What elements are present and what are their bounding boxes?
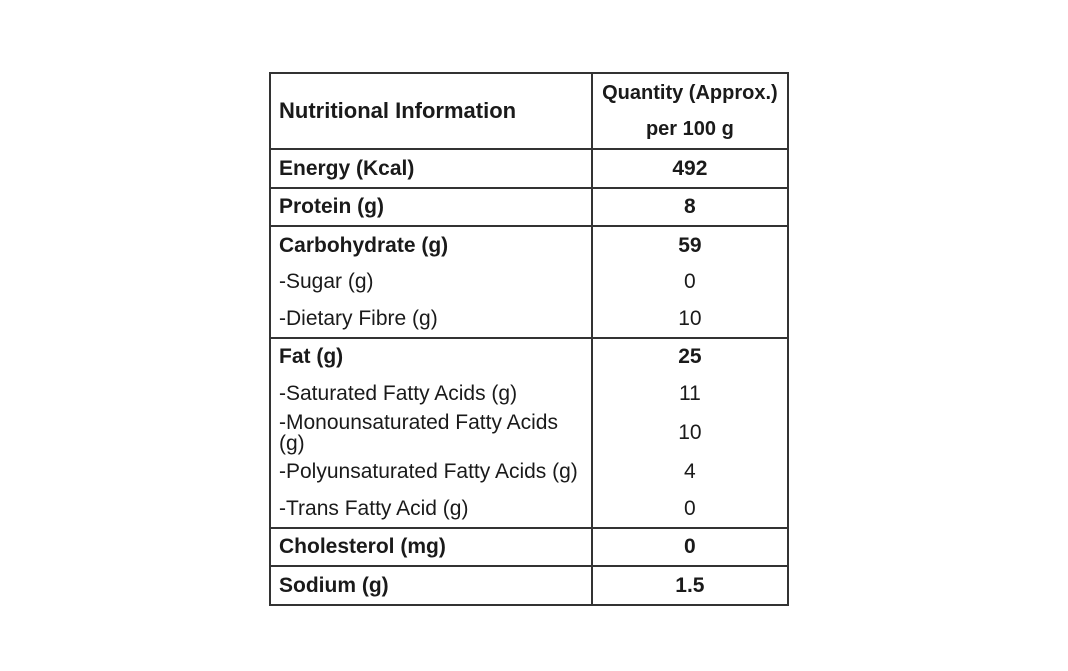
table-row-cholesterol [270,528,788,567]
row-value: 10 [592,300,788,338]
table-row-fat [270,338,788,376]
row-label: -Sugar (g) [270,264,592,301]
table-row-trans-fatty-acid [270,490,788,528]
table-row-dietary-fibre [270,300,788,338]
row-value: 10 [592,412,788,454]
row-label: -Trans Fatty Acid (g) [270,490,592,528]
row-value: 11 [592,375,788,412]
row-value: 1.5 [592,566,788,605]
nutritional-information-heading: Nutritional Information [270,73,592,149]
nutrition-table [269,72,789,606]
row-label: Cholesterol (mg) [270,528,592,567]
row-label: Energy (Kcal) [270,149,592,188]
row-label: Fat (g) [270,338,592,376]
table-row-saturated-fatty-acids [270,375,788,412]
row-label: Protein (g) [270,188,592,227]
row-value: 0 [592,490,788,528]
row-value: 4 [592,454,788,491]
row-value: 0 [592,528,788,567]
row-label: -Dietary Fibre (g) [270,300,592,338]
table-row-sodium [270,566,788,605]
table-row-sugar [270,264,788,301]
table-row-carbohydrate [270,226,788,264]
row-label: -Polyunsaturated Fatty Acids (g) [270,454,592,491]
table-header-row [270,73,788,149]
row-label: -Saturated Fatty Acids (g) [270,375,592,412]
row-value: 492 [592,149,788,188]
quantity-heading [592,73,788,149]
row-value: 25 [592,338,788,376]
quantity-heading-line2: per 100 g [645,118,734,140]
row-label: Carbohydrate (g) [270,226,592,264]
quantity-heading-line1: Quantity (Approx.) [602,82,778,104]
row-value: 59 [592,226,788,264]
row-value: 8 [592,188,788,227]
table-row-polyunsaturated-fatty-acids [270,454,788,491]
table-row-energy [270,149,788,188]
row-label: Sodium (g) [270,566,592,605]
table-row-monounsaturated-fatty-acids [270,412,788,454]
row-label: -Monounsaturated Fatty Acids (g) [270,412,592,454]
row-value: 0 [592,264,788,301]
table-row-protein [270,188,788,227]
